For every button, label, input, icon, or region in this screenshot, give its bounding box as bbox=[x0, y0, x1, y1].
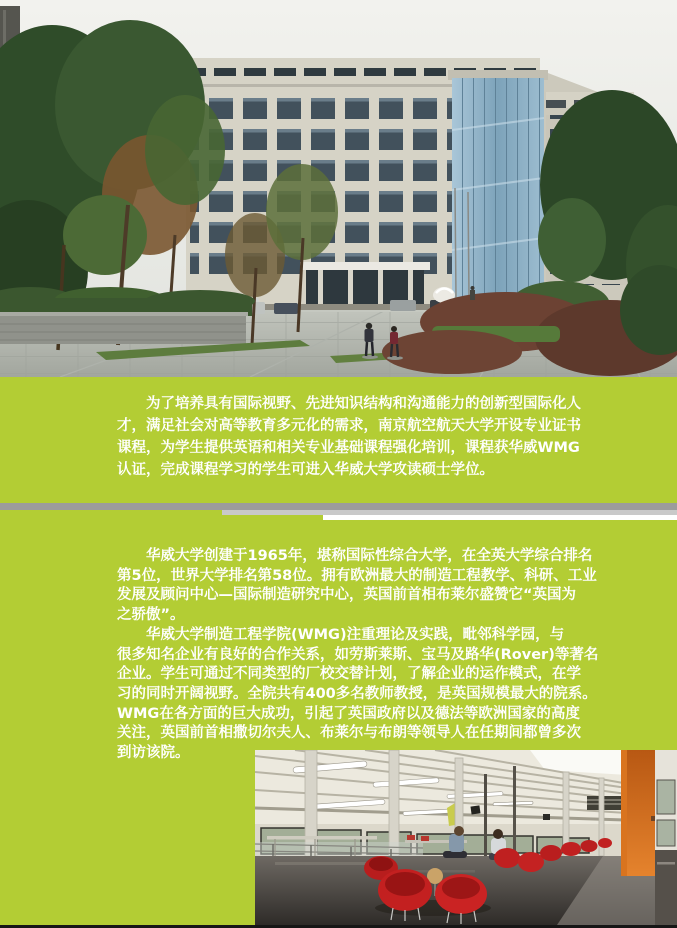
intro-line: 认证，完成课程学习的学生可进入华威大学攻读硕士学位。 bbox=[117, 462, 494, 478]
body-line: WMG在各方面的巨大成功，引起了英国政府以及德法等欧洲国家的高度 bbox=[117, 705, 580, 722]
body-line: 习的同时开阔视野。全院共有400多名教师教授，是英国规模最大的院系。 bbox=[117, 685, 597, 702]
wmg-interior-photo bbox=[255, 750, 677, 925]
intro-line: 课程，为学生提供英语和相关专业基础课程强化培训，课程获华威WMG bbox=[117, 440, 580, 456]
body-line: 第5位，世界大学排名第58位。拥有欧洲最大的制造工程教学、科研、工业 bbox=[117, 567, 597, 584]
divider-bar-white bbox=[323, 515, 677, 520]
body-line: 到访该院。 bbox=[117, 745, 190, 762]
intro-line: 为了培养具有国际视野、先进知识结构和沟通能力的创新型国际化人 bbox=[117, 396, 581, 412]
body-line: 华威大学创建于1965年，堪称国际性综合大学，在全英大学综合排名 bbox=[117, 548, 593, 564]
body-line: 很多知名企业有良好的合作关系，如劳斯莱斯、宝马及路华(Rover)等著名 bbox=[117, 646, 599, 663]
body-line: 企业。学生可通过不同类型的厂校交替计划，了解企业的运作模式，在学 bbox=[117, 666, 581, 683]
body-line: 关注，英国前首相撒切尔夫人、布莱尔与布朗等领导人在任期间都曾多次 bbox=[117, 725, 581, 742]
body-text bbox=[117, 547, 599, 764]
body-line: 发展及顾问中心—国际制造研究中心，英国前首相布莱尔盛赞它“英国为 bbox=[117, 587, 577, 604]
body-line: 华威大学制造工程学院(WMG)注重理论及实践，毗邻科学园，与 bbox=[117, 626, 565, 643]
body-line: 之骄傲”。 bbox=[117, 607, 185, 624]
campus-building-photo bbox=[0, 0, 677, 377]
divider-bar-dark bbox=[0, 503, 677, 510]
intro-line: 才，满足社会对高等教育多元化的需求，南京航空航天大学开设专业证书 bbox=[117, 418, 581, 434]
intro-text bbox=[117, 393, 599, 481]
